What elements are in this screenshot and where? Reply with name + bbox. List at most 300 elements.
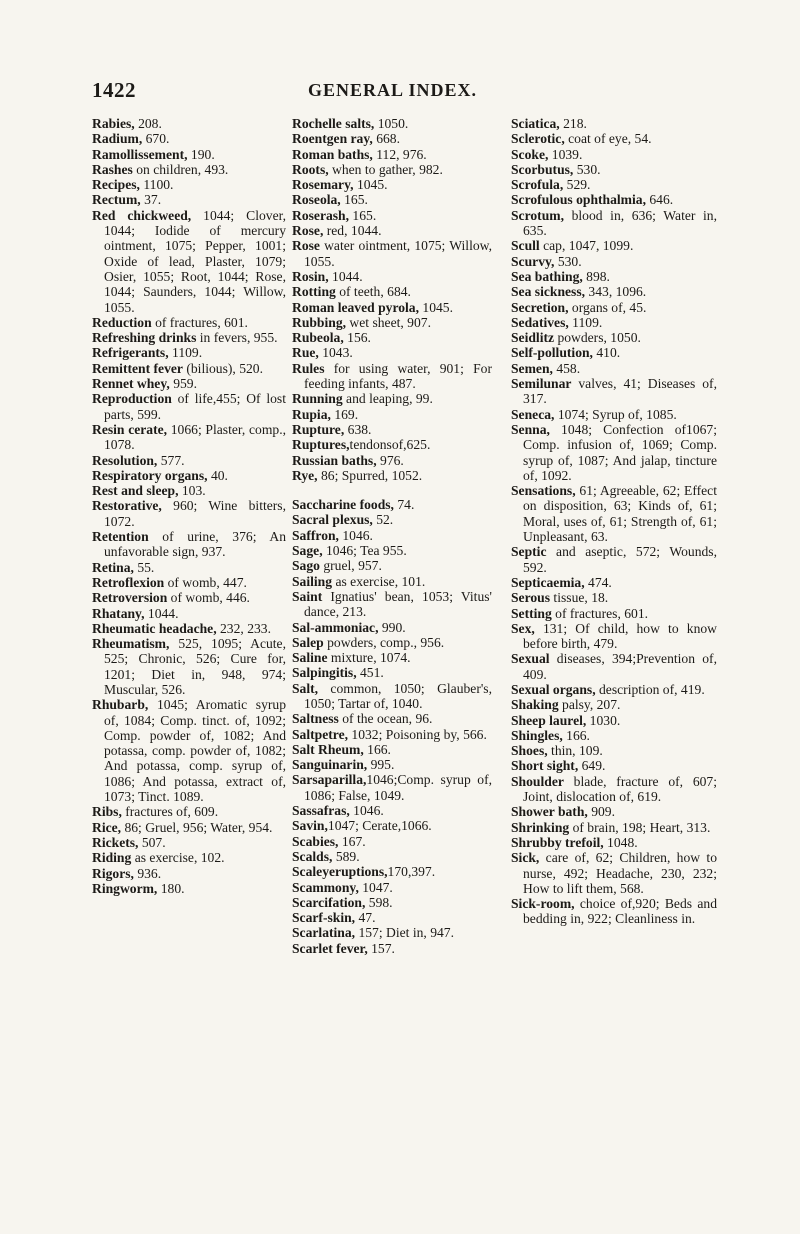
index-entry — [92, 636, 286, 697]
index-references: 589. — [332, 848, 360, 864]
index-term: Sea sickness, — [511, 284, 586, 300]
index-entry — [511, 192, 717, 207]
index-entry — [292, 437, 492, 452]
index-term: Scrotum, — [511, 207, 564, 223]
index-references: 458. — [552, 360, 581, 376]
index-entry — [511, 590, 717, 605]
index-references: blood in, 636; Water in, 635. — [523, 207, 717, 239]
index-references: 157. — [367, 940, 395, 956]
index-entry — [92, 330, 286, 345]
running-head-title: GENERAL INDEX. — [308, 80, 478, 100]
index-entry — [292, 407, 492, 422]
index-references: 668. — [372, 131, 400, 147]
index-references: 898. — [582, 268, 610, 284]
index-references: Ignatius' bean, 1053; Vitus' dance, 213. — [304, 588, 492, 620]
index-entry — [511, 575, 717, 590]
index-entry — [92, 575, 286, 590]
index-entry — [292, 453, 492, 468]
index-term: Remittent fever — [92, 360, 183, 376]
index-entry — [92, 850, 286, 865]
index-entry — [292, 345, 492, 360]
index-term: Sex, — [511, 620, 535, 636]
index-entry — [511, 208, 717, 239]
index-term: Scrofula, — [511, 177, 564, 193]
index-references: blade, fracture of, 607; Joint, dislocation of, 619. — [523, 773, 717, 805]
index-term: Septic — [511, 544, 547, 560]
index-entry — [511, 820, 717, 835]
index-references: 208. — [134, 116, 162, 131]
index-term: Rose, — [292, 223, 324, 239]
index-term: Radium, — [92, 131, 143, 147]
index-references: as exercise, 102. — [131, 850, 225, 866]
index-entry — [292, 620, 492, 635]
index-term: Semen, — [511, 360, 553, 376]
index-entry — [511, 330, 717, 345]
index-term: Shoulder — [511, 773, 564, 789]
index-term: Rotting — [292, 284, 336, 300]
index-entry — [511, 162, 717, 177]
index-references: 218. — [559, 116, 587, 131]
index-term: Sanguinarin, — [292, 757, 368, 773]
index-references: 410. — [592, 345, 621, 361]
index-entry — [292, 727, 492, 742]
index-entry — [292, 361, 492, 392]
index-entry — [292, 681, 492, 712]
index-references: powders, comp., 956. — [323, 634, 445, 650]
index-term: Retroflexion — [92, 574, 165, 590]
index-entry — [292, 391, 492, 406]
index-entry — [511, 300, 717, 315]
index-term: Ribs, — [92, 804, 122, 820]
index-entry — [92, 315, 286, 330]
index-column-1 — [92, 116, 286, 896]
index-term: Refreshing drinks — [92, 330, 197, 346]
index-term: Saccharine foods, — [292, 497, 394, 513]
index-entry — [92, 498, 286, 529]
index-term: Septicaemia, — [511, 574, 585, 590]
index-entry — [511, 315, 717, 330]
index-references: 577. — [157, 452, 185, 468]
index-entry — [511, 361, 717, 376]
index-references: 1047. — [358, 879, 393, 895]
index-references: 1050. — [374, 116, 409, 131]
index-references: description of, 419. — [595, 681, 705, 697]
index-entry — [292, 742, 492, 757]
index-term: Rashes — [92, 161, 133, 177]
index-term: Shoes, — [511, 743, 548, 759]
index-references: 1044. — [328, 268, 363, 284]
index-references: 131; Of child, how to know before birth, 479. — [523, 620, 717, 652]
index-references: 936. — [133, 865, 162, 881]
index-references: 190. — [187, 146, 215, 162]
index-entry — [511, 544, 717, 575]
index-term: Saline — [292, 650, 328, 666]
index-entry — [292, 925, 492, 940]
index-term: Sago — [292, 558, 320, 574]
index-term: Russian baths, — [292, 452, 377, 468]
index-references: red, 1044. — [323, 223, 382, 239]
index-term: Resolution, — [92, 452, 158, 468]
index-term: Rupia, — [292, 406, 331, 422]
index-entry — [92, 866, 286, 881]
page-number: 1422 — [92, 78, 136, 102]
index-term: Salt Rheum, — [292, 741, 364, 757]
index-entry — [292, 558, 492, 573]
index-entry — [511, 804, 717, 819]
index-term: Running — [292, 391, 343, 407]
index-entry — [511, 606, 717, 621]
index-references: 1044. — [144, 605, 179, 621]
index-term: Roots, — [292, 161, 329, 177]
index-term: Short sight, — [511, 758, 579, 774]
index-entry — [292, 574, 492, 589]
index-references: 170,397. — [387, 864, 436, 880]
index-references: 232, 233. — [216, 620, 271, 636]
index-term: Rose — [292, 238, 320, 254]
index-term: Sailing — [292, 573, 333, 589]
index-column-3 — [511, 116, 717, 927]
index-references: 165. — [340, 192, 368, 208]
index-term: Rectum, — [92, 192, 141, 208]
index-entry — [292, 468, 492, 483]
index-term: Rue, — [292, 345, 319, 361]
index-term: Roman leaved pyrola, — [292, 299, 420, 315]
index-entry — [292, 834, 492, 849]
index-entry — [292, 208, 492, 223]
index-references: 1046; Tea 955. — [322, 543, 407, 559]
index-entry — [511, 774, 717, 805]
index-entry — [92, 376, 286, 391]
index-term: Ramollissement, — [92, 146, 188, 162]
page-header — [0, 70, 800, 110]
index-term: Rules — [292, 360, 325, 376]
index-entry — [292, 941, 492, 956]
index-references: 1048. — [603, 834, 638, 850]
index-entry — [292, 864, 492, 879]
index-term: Scorbutus, — [511, 161, 574, 177]
index-entry — [292, 772, 492, 803]
index-references: 959. — [169, 376, 197, 392]
index-references: for using water, 901; For feeding infants, 487. — [304, 360, 492, 392]
index-entry — [92, 116, 286, 131]
index-entry — [292, 665, 492, 680]
index-entry — [292, 910, 492, 925]
index-term: Rhatany, — [92, 605, 145, 621]
index-entry — [511, 116, 717, 131]
index-references: palsy, 207. — [558, 697, 621, 713]
index-term: Retina, — [92, 559, 134, 575]
index-term: Restorative, — [92, 498, 162, 514]
index-references: 451. — [356, 665, 384, 681]
index-references: 909. — [587, 804, 615, 820]
index-term: Rye, — [292, 467, 318, 483]
index-entry — [511, 422, 717, 483]
index-references: 86; Gruel, 956; Water, 954. — [121, 819, 273, 835]
index-references: tendonsof,625. — [349, 437, 431, 453]
index-references: thin, 109. — [547, 743, 603, 759]
index-entry — [92, 820, 286, 835]
index-references: 55. — [133, 559, 155, 575]
index-entry — [511, 835, 717, 850]
index-term: Rubeola, — [292, 330, 344, 346]
index-term: Roserash, — [292, 207, 350, 223]
index-references: coat of eye, 54. — [564, 131, 652, 147]
index-term: Self-pollution, — [511, 345, 593, 361]
index-references: 525, 1095; Acute, 525; Chronic, 526; Cure for, 1201; Diet in, 948, 974; Muscular, 526. — [104, 636, 286, 697]
index-references: when to gather, 982. — [328, 161, 443, 177]
index-term: Scrofulous ophthalmia, — [511, 192, 646, 208]
index-term: Saint — [292, 588, 323, 604]
index-references: gruel, 957. — [319, 558, 382, 574]
index-references: 165. — [349, 207, 377, 223]
index-references: water ointment, 1075; Willow, 1055. — [304, 238, 492, 269]
index-term: Sacral plexus, — [292, 512, 373, 528]
index-term: Retroversion — [92, 590, 168, 606]
index-references: valves, 41; Diseases of, 317. — [523, 376, 717, 407]
index-entry — [511, 850, 717, 896]
index-entry — [292, 757, 492, 772]
index-references: 47. — [355, 910, 376, 926]
index-references: 1043. — [318, 345, 353, 361]
index-references: choice of,920; Beds and bedding in, 922; Cleanliness in. — [523, 896, 717, 927]
index-entry — [92, 606, 286, 621]
index-references: 1044; Clover, 1044; Iodide of mercury ointment, 1075; Pepper, 1001; Oxide of lead, Plaster, 1079; Osier, 1055; Root, 1044; Rose, 1044; Saunders, 1044; Willow, 1055. — [104, 207, 286, 315]
index-entry — [92, 208, 286, 315]
index-entry — [292, 497, 492, 512]
index-term: Sheep laurel, — [511, 712, 587, 728]
index-term: Rosemary, — [292, 177, 354, 193]
index-term: Scammony, — [292, 879, 359, 895]
index-references: of womb, 446. — [167, 590, 250, 606]
index-references: 169. — [330, 406, 359, 422]
index-entry — [292, 238, 492, 269]
index-references: 530. — [554, 253, 582, 269]
index-entry — [511, 713, 717, 728]
index-references: 166. — [363, 741, 391, 757]
index-entry — [511, 345, 717, 360]
index-entry — [92, 590, 286, 605]
index-entry — [92, 177, 286, 192]
index-entry — [92, 529, 286, 560]
index-references: 1046. — [349, 803, 384, 819]
index-term: Rochelle salts, — [292, 116, 375, 131]
index-entry — [292, 543, 492, 558]
index-references: 74. — [393, 497, 415, 513]
index-term: Riding — [92, 850, 132, 866]
index-term: Reduction — [92, 314, 152, 330]
index-references: 112, 976. — [372, 146, 427, 162]
index-term: Roentgen ray, — [292, 131, 373, 147]
index-entry — [511, 269, 717, 284]
index-term: Scarlatina, — [292, 925, 356, 941]
index-term: Saltpetre, — [292, 726, 349, 742]
index-entry — [511, 728, 717, 743]
index-references: 1109. — [168, 345, 203, 361]
index-references: 474. — [584, 574, 612, 590]
index-term: Rupture, — [292, 421, 345, 437]
index-references: of urine, 376; An unfavorable sign, 937. — [104, 529, 286, 560]
index-references: 37. — [140, 192, 162, 208]
index-entry — [292, 131, 492, 146]
index-entry — [292, 818, 492, 833]
index-term: Reproduction — [92, 391, 172, 407]
index-term: Rigors, — [92, 865, 134, 881]
index-term: Rickets, — [92, 834, 139, 850]
index-references: common, 1050; Glauber's, 1050; Tartar of, 1040. — [304, 680, 492, 711]
index-term: Secretion, — [511, 299, 569, 315]
index-references: 1046;Comp. syrup of, 1086; False, 1049. — [304, 772, 492, 803]
index-term: Senna, — [511, 421, 550, 437]
index-references: 1045; Aromatic syrup of, 1084; Comp. tinct. of, 1092; Comp. powder of, 1082; And potassa, comp. powder of, 1082; And potassa, comp. syrup of, 1086; And potassa, extract of, 1073; Tinct. 1089. — [104, 697, 286, 805]
index-term: Rheumatism, — [92, 636, 170, 652]
index-entry — [511, 284, 717, 299]
index-entry — [92, 560, 286, 575]
index-entry — [292, 711, 492, 726]
index-references: 530. — [573, 161, 601, 177]
index-references: of the ocean, 96. — [338, 711, 433, 727]
index-term: Sick-room, — [511, 896, 575, 912]
index-entry — [92, 835, 286, 850]
index-entry — [511, 376, 717, 407]
index-term: Scaleyeruptions, — [292, 864, 388, 880]
index-term: Setting — [511, 605, 552, 621]
index-references: of brain, 198; Heart, 313. — [569, 819, 711, 835]
index-entry — [92, 345, 286, 360]
index-references: 180. — [157, 880, 185, 896]
index-references: of fractures, 601. — [151, 314, 248, 330]
index-references: 976. — [376, 452, 404, 468]
index-entry — [92, 361, 286, 376]
index-references: 1074; Syrup of, 1085. — [554, 406, 677, 422]
index-entry — [292, 849, 492, 864]
index-entry — [292, 177, 492, 192]
index-term: Scarf-skin, — [292, 910, 356, 926]
index-term: Sick, — [511, 850, 540, 866]
index-entry — [511, 147, 717, 162]
index-term: Scarlet fever, — [292, 940, 368, 956]
index-entry — [511, 697, 717, 712]
index-entry — [292, 650, 492, 665]
index-references: 529. — [563, 177, 591, 193]
index-term: Shower bath, — [511, 804, 588, 820]
index-references: cap, 1047, 1099. — [539, 238, 634, 254]
index-term: Respiratory organs, — [92, 467, 208, 483]
index-entry — [92, 192, 286, 207]
index-entry — [292, 512, 492, 527]
index-term: Shrinking — [511, 819, 570, 835]
index-term: Sciatica, — [511, 116, 560, 131]
index-term: Retention — [92, 529, 149, 545]
index-references: as exercise, 101. — [332, 573, 426, 589]
index-references: 638. — [344, 421, 372, 437]
index-term: Sage, — [292, 543, 323, 559]
index-references: 960; Wine bitters, 1072. — [104, 498, 286, 529]
index-references: 1046. — [338, 527, 373, 543]
index-references: 52. — [372, 512, 394, 528]
index-entry — [511, 483, 717, 544]
index-references: diseases, 394;Prevention of, 409. — [523, 651, 717, 682]
index-term: Roseola, — [292, 192, 341, 208]
index-references: 995. — [367, 757, 395, 773]
index-references: 103. — [178, 483, 206, 499]
index-references: powders, 1050. — [554, 330, 641, 346]
index-entry — [92, 468, 286, 483]
index-term: Sensations, — [511, 483, 576, 499]
index-term: Rheumatic headache, — [92, 620, 217, 636]
index-references: 598. — [365, 894, 393, 910]
index-term: Sexual organs, — [511, 681, 596, 697]
index-references: and aseptic, 572; Wounds, 592. — [523, 544, 717, 575]
index-term: Resin cerate, — [92, 421, 168, 437]
index-entry — [292, 895, 492, 910]
index-entry — [292, 192, 492, 207]
index-references: 167. — [338, 833, 366, 849]
index-references: 670. — [142, 131, 170, 147]
index-references: 86; Spurred, 1052. — [317, 467, 423, 483]
index-entry — [292, 147, 492, 162]
index-entry — [292, 315, 492, 330]
index-entry — [292, 116, 492, 131]
index-references: of life,455; Of lost parts, 599. — [104, 391, 286, 422]
index-references: 1030. — [586, 712, 621, 728]
index-entry — [92, 881, 286, 896]
index-references: and leaping, 99. — [342, 391, 433, 407]
index-entry — [511, 743, 717, 758]
index-term: Salep — [292, 634, 324, 650]
index-term: Sassafras, — [292, 803, 350, 819]
index-term: Scarcifation, — [292, 894, 366, 910]
index-term: Salpingitis, — [292, 665, 357, 681]
index-term: Ruptures, — [292, 437, 350, 453]
index-references: in fevers, 955. — [196, 330, 278, 346]
index-term: Scoke, — [511, 146, 549, 162]
index-references: 40. — [207, 467, 228, 483]
index-term: Shaking — [511, 697, 559, 713]
index-entry — [92, 621, 286, 636]
index-references: tissue, 18. — [550, 590, 609, 606]
index-entry — [292, 223, 492, 238]
index-term: Sclerotic, — [511, 131, 565, 147]
index-entry — [92, 697, 286, 804]
index-entry — [92, 804, 286, 819]
index-entry — [92, 147, 286, 162]
index-references: 1047; Cerate,1066. — [327, 818, 432, 834]
index-term: Sal-ammoniac, — [292, 619, 379, 635]
index-entry — [511, 651, 717, 682]
index-references: 1045. — [419, 299, 453, 315]
index-entry — [92, 483, 286, 498]
index-term: Shrubby trefoil, — [511, 834, 604, 850]
index-entry — [511, 254, 717, 269]
index-references: 166. — [562, 727, 590, 743]
index-term: Rosin, — [292, 268, 329, 284]
index-entry — [292, 589, 492, 620]
index-references: organs of, 45. — [568, 299, 647, 315]
index-entry — [92, 131, 286, 146]
index-entry — [292, 269, 492, 284]
index-references: 1045. — [353, 177, 388, 193]
index-term: Seneca, — [511, 406, 555, 422]
index-entry — [292, 162, 492, 177]
index-term: Saltness — [292, 711, 339, 727]
index-references: 646. — [645, 192, 674, 208]
index-term: Rest and sleep, — [92, 483, 179, 499]
index-references: 343, 1096. — [585, 284, 647, 300]
index-term: Rice, — [92, 819, 122, 835]
index-references: care of, 62; Children, how to nurse, 492; Headache, 230, 232; How to lift them, 568. — [523, 850, 717, 896]
index-term: Ringworm, — [92, 880, 158, 896]
index-entry — [511, 238, 717, 253]
